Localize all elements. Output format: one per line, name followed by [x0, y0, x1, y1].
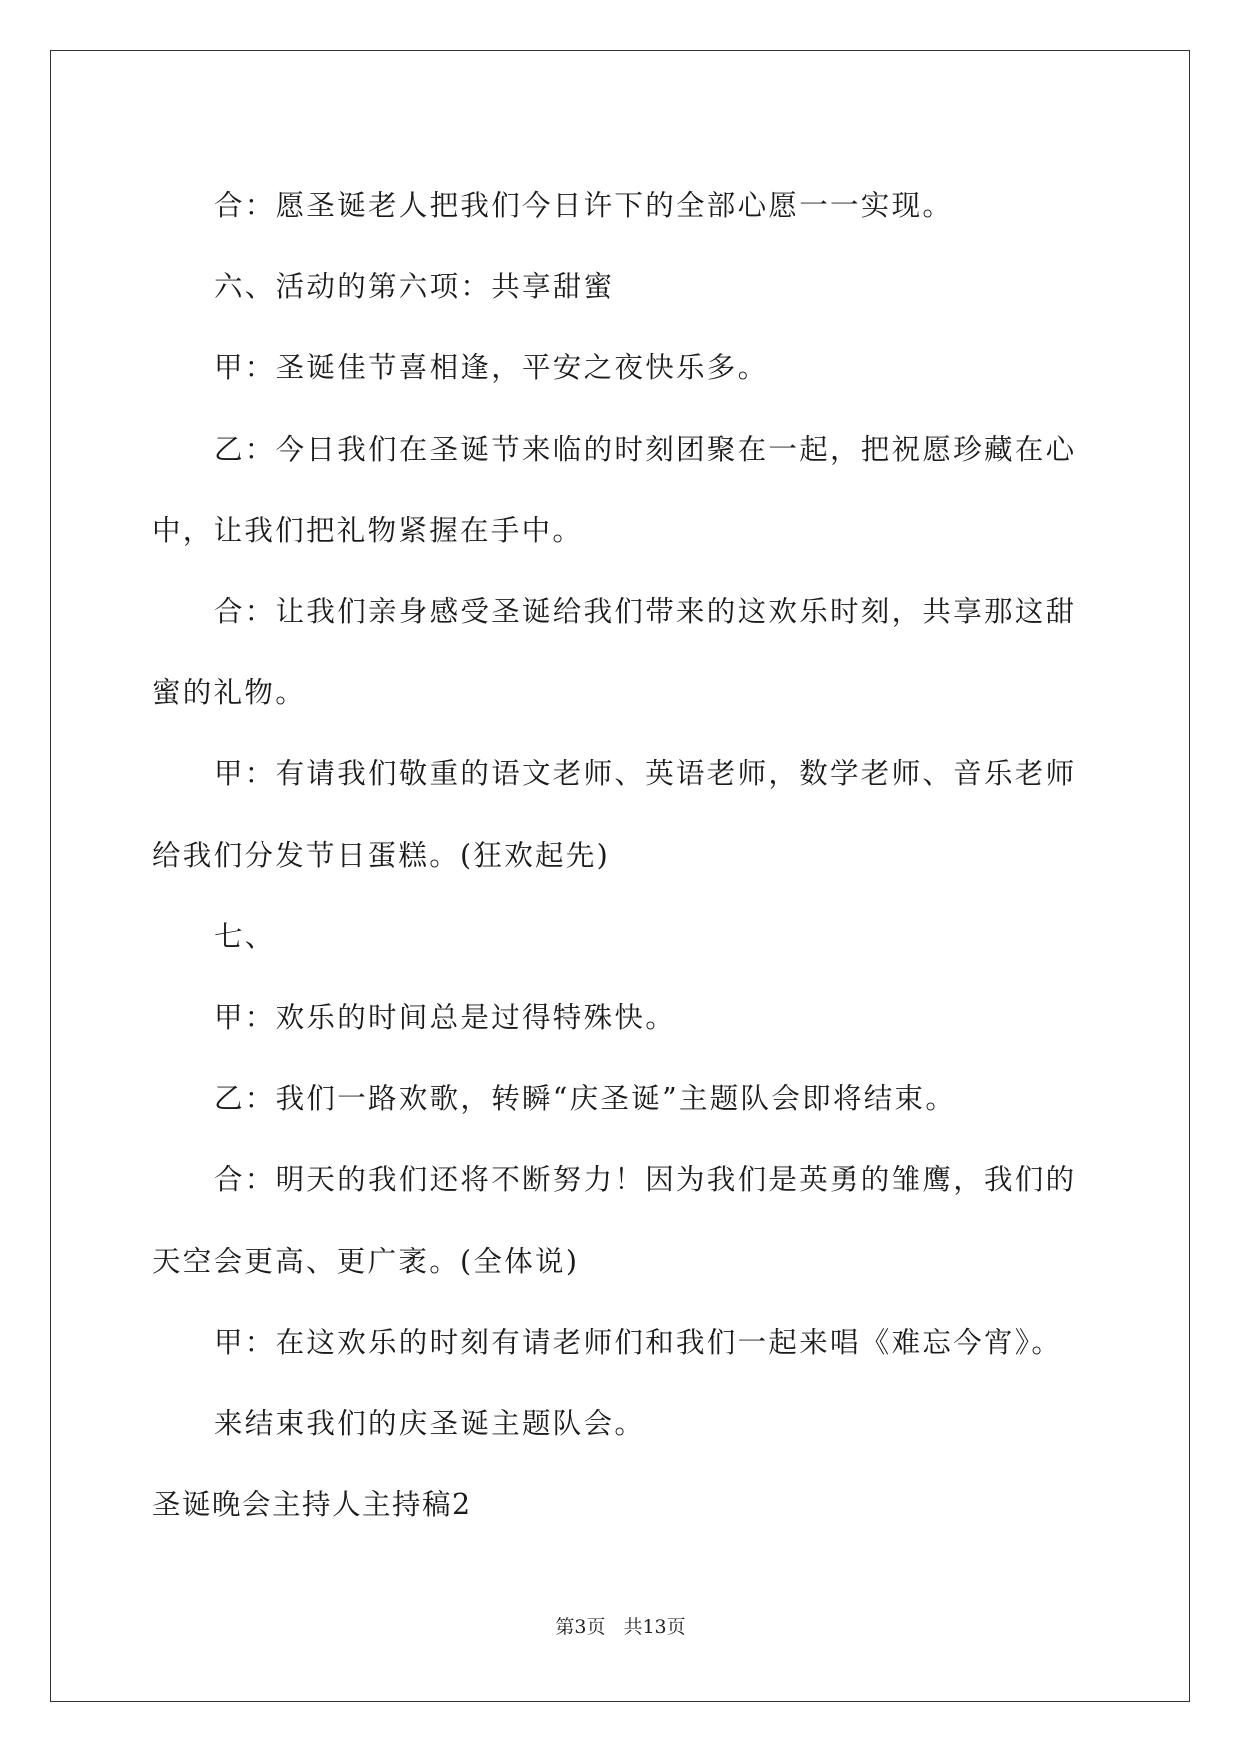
page-total: 共13页: [623, 1616, 686, 1638]
paragraph: 合：明天的我们还将不断努力！因为我们是英勇的雏鹰，我们的天空会更高、更广袤。(全体说): [152, 1163, 1077, 1278]
paragraph: 甲：在这欢乐的时刻有请老师们和我们一起来唱《难忘今宵》。: [214, 1325, 1063, 1359]
paragraph: 甲：有请我们敬重的语文老师、英语老师，数学老师、音乐老师给我们分发节日蛋糕。(狂欢起先): [152, 757, 1077, 872]
paragraph: 合：愿圣诞老人把我们今日许下的全部心愿一一实现。: [214, 189, 954, 222]
page-number: 第3页: [555, 1616, 606, 1638]
paragraph: 来结束我们的庆圣诞主题队会。: [214, 1407, 646, 1441]
paragraph: 七、: [214, 919, 276, 953]
paragraph: 乙：我们一路欢歌，转瞬“庆圣诞”主题队会即将结束。: [214, 1082, 957, 1116]
paragraph: 六、活动的第六项：共享甜蜜: [214, 270, 615, 304]
paragraph: 甲：圣诞佳节喜相逢，平安之夜快乐多。: [214, 351, 769, 385]
paragraph: 甲：欢乐的时间总是过得特殊快。: [214, 1001, 677, 1035]
section-title: 圣诞晚会主持人主持稿2: [152, 1488, 472, 1522]
page-footer: [0, 1612, 1241, 1639]
document-body: [152, 165, 1092, 1545]
paragraph: 乙：今日我们在圣诞节来临的时刻团聚在一起，把祝愿珍藏在心中，让我们把礼物紧握在手中。: [152, 432, 1077, 547]
paragraph: 合：让我们亲身感受圣诞给我们带来的这欢乐时刻，共享那这甜蜜的礼物。: [152, 595, 1077, 710]
